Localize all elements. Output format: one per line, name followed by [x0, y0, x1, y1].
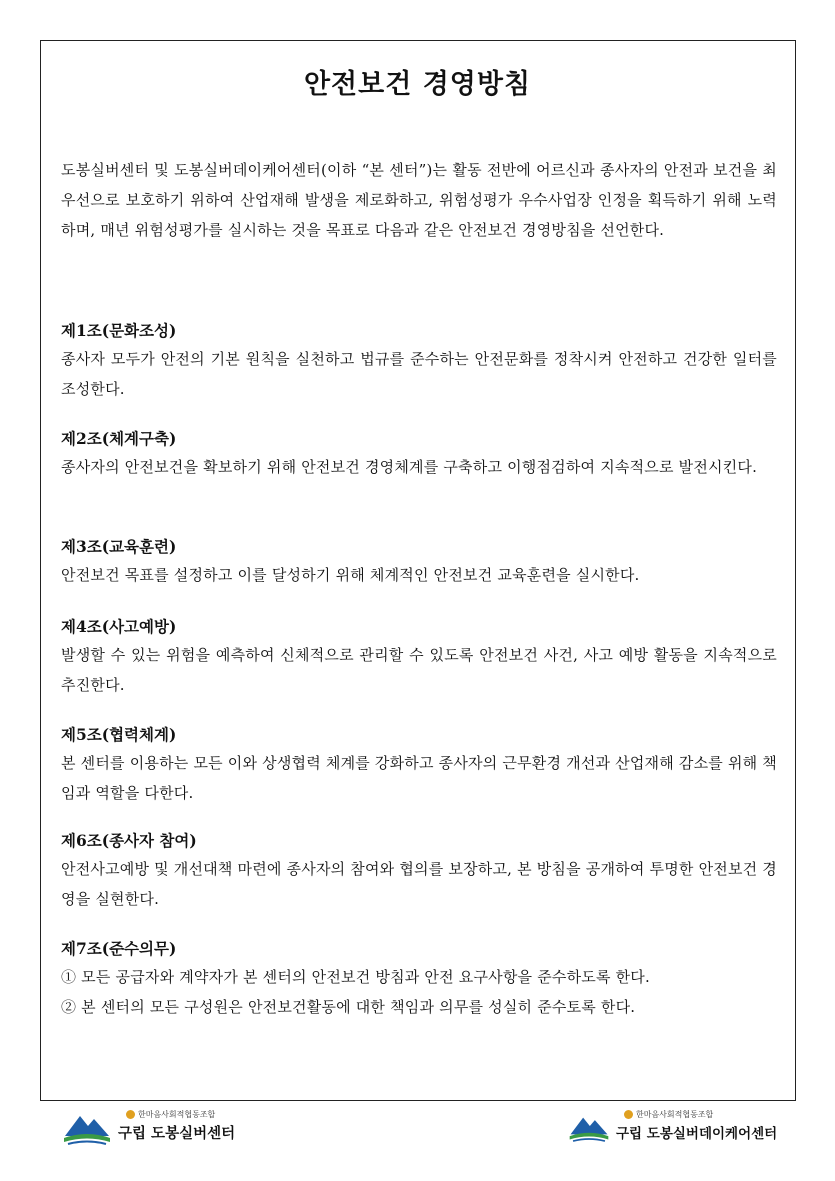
center-name: 구립 도봉실버데이케어센터 [616, 1126, 778, 1142]
article-7 [61, 936, 777, 1022]
coop-emblem-icon [126, 1110, 135, 1119]
mountain-logo-icon [568, 1106, 610, 1146]
center-name: 구립 도봉실버센터 [118, 1125, 236, 1142]
mountain-logo-icon [62, 1106, 112, 1146]
article-heading: 제7조(준수의무) [61, 939, 177, 958]
article-heading: 제3조(교육훈련) [61, 537, 177, 556]
article-body: 본 센터를 이용하는 모든 이와 상생협력 체계를 강화하고 종사자의 근무환경 개선과 산업재해 감소를 위해 책임과 역할을 다한다. [61, 754, 777, 802]
article-item-1: ① 모든 공급자와 계약자가 본 센터의 안전보건 방침과 안전 요구사항을 준수하도록 한다. [61, 968, 650, 986]
intro-paragraph: 도봉실버센터 및 도봉실버데이케어센터(이하 “본 센터”)는 활동 전반에 어르신과 종사자의 안전과 보건을 최우선으로 보호하기 위하여 산업재해 발생을 제로화하고, 위험성평가 우수사업장 인정을 획득하기 위해 노력하며, 매년 위험성평가를 실시하는 것을 목표로 다음과 같은 안전보건 경영방침을 선언한다. [61, 161, 777, 239]
article-5 [61, 722, 777, 808]
article-body: 종사자의 안전보건을 확보하기 위해 안전보건 경영체계를 구축하고 이행점검하여 지속적으로 발전시킨다. [61, 458, 758, 476]
article-body: 안전보건 목표를 설정하고 이를 달성하기 위해 체계적인 안전보건 교육훈련을 실시한다. [61, 566, 640, 584]
article-3 [61, 534, 777, 590]
article-1 [61, 318, 777, 404]
article-heading: 제2조(체계구축) [61, 429, 177, 448]
coop-name: 한마음사회적협동조합 [138, 1109, 216, 1119]
page-title: 안전보건 경영방침 [303, 69, 532, 100]
article-6 [61, 828, 777, 914]
article-item-2: ② 본 센터의 모든 구성원은 안전보건활동에 대한 책임과 의무를 성실히 준수토록 한다. [61, 998, 636, 1016]
footer-logo-left [62, 1103, 235, 1148]
article-heading: 제1조(문화조성) [61, 321, 177, 340]
article-2 [61, 426, 777, 482]
article-body: 안전사고예방 및 개선대책 마련에 종사자의 참여와 협의를 보장하고, 본 방침을 공개하여 투명한 안전보건 경영을 실현한다. [61, 860, 777, 908]
article-body: 발생할 수 있는 위험을 예측하여 신체적으로 관리할 수 있도록 안전보건 사건, 사고 예방 활동을 지속적으로 추진한다. [61, 646, 777, 694]
article-heading: 제4조(사고예방) [61, 617, 177, 636]
coop-emblem-icon [624, 1110, 633, 1119]
article-heading: 제5조(협력체계) [61, 725, 177, 744]
article-body: 종사자 모두가 안전의 기본 원칙을 실천하고 법규를 준수하는 안전문화를 정착시켜 안전하고 건강한 일터를 조성한다. [61, 350, 777, 398]
footer-logo-right [568, 1103, 777, 1148]
article-4 [61, 614, 777, 700]
article-heading: 제6조(종사자 참여) [61, 831, 197, 850]
coop-name: 한마음사회적협동조합 [636, 1110, 714, 1119]
